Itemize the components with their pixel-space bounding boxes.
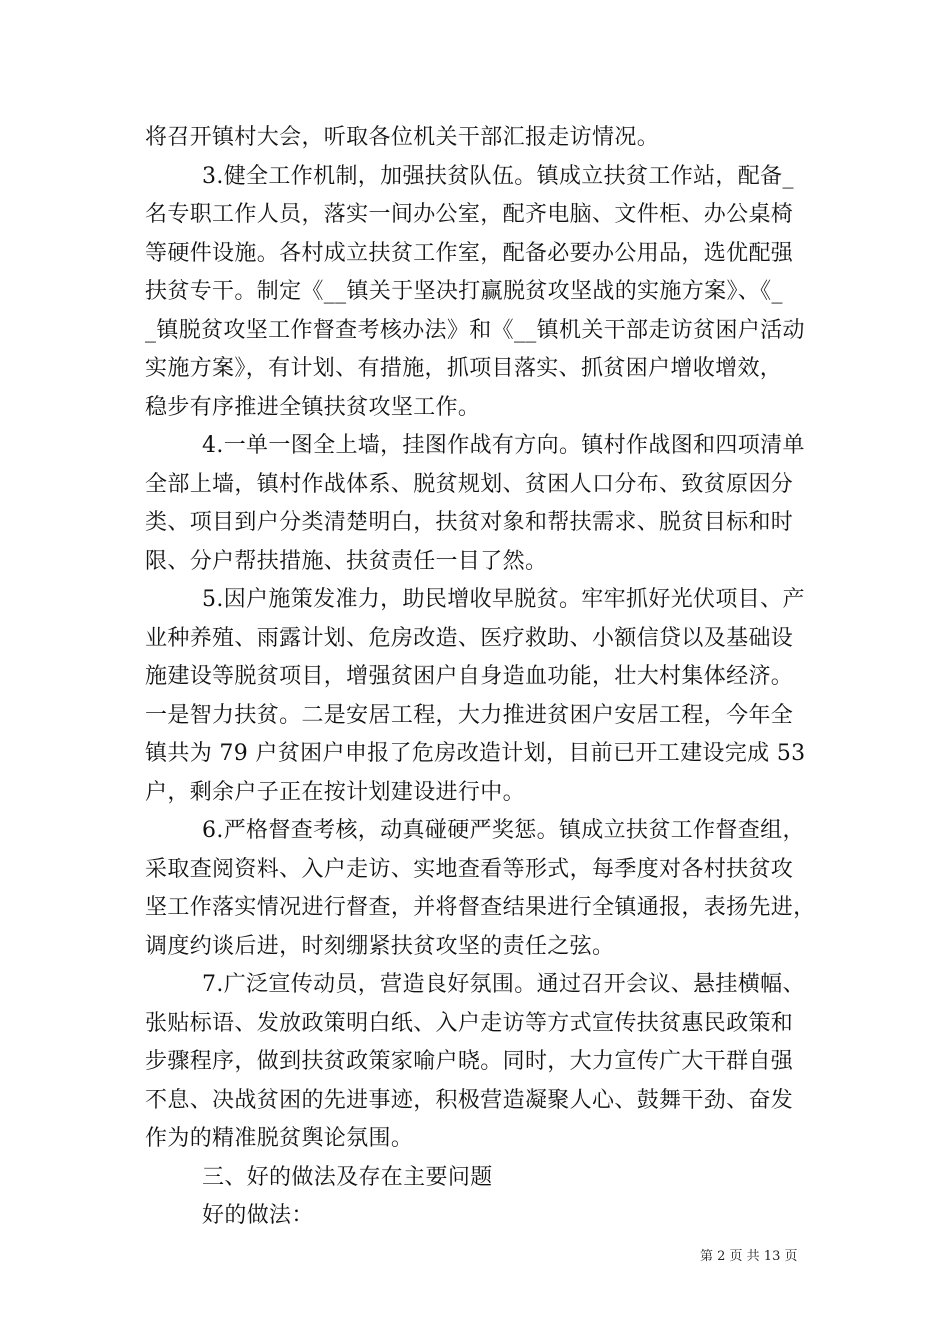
paragraph-line: 镇共为 79 户贫困户申报了危房改造计划，目前已开工建设完成 53	[145, 741, 806, 766]
paragraph-line: 作为的精准脱贫舆论氛围。	[145, 1126, 414, 1151]
subsection-heading: 好的做法：	[202, 1203, 314, 1228]
paragraph-line: 7.广泛宣传动员，营造良好氛围。通过召开会议、悬挂横幅、	[202, 972, 805, 997]
paragraph-line: 坚工作落实情况进行督查，并将督查结果进行全镇通报，表扬先进，	[145, 895, 816, 920]
paragraph-line: 调度约谈后进，时刻绷紧扶贫攻坚的责任之弦。	[145, 933, 615, 959]
paragraph-line: 施建设等脱贫项目，增强贫困户自身造血功能，壮大村集体经济。	[145, 664, 794, 689]
paragraph-line: 扶贫专干。制定《__镇关于坚决打赢脱贫攻坚战的实施方案》、《_	[145, 279, 783, 304]
paragraph-line: _镇脱贫攻坚工作督查考核办法》和《__镇机关干部走访贫困户活动	[145, 317, 805, 343]
paragraph-line: 一是智力扶贫。二是安居工程，大力推进贫困户安居工程，今年全	[145, 702, 794, 728]
page-number: 第 2 页 共 13 页	[700, 1249, 798, 1264]
paragraph-line: 4.一单一图全上墙，挂图作战有方向。镇村作战图和四项清单	[202, 433, 805, 458]
paragraph-line: 户，剩余户子正在按计划建设进行中。	[145, 779, 525, 805]
paragraph-line: 稳步有序推进全镇扶贫攻坚工作。	[145, 394, 481, 420]
paragraph-line: 限、分户帮扶措施、扶贫责任一目了然。	[145, 548, 548, 574]
paragraph-line: 步骤程序，做到扶贫政策家喻户晓。同时，大力宣传广大干群自强	[145, 1049, 794, 1074]
paragraph-line: 类、项目到户分类清楚明白，扶贫对象和帮扶需求、脱贫目标和时	[145, 510, 794, 535]
paragraph-line: 6.严格督查考核，动真碰硬严奖惩。镇成立扶贫工作督查组，	[202, 818, 805, 843]
paragraph-line: 全部上墙，镇村作战体系、脱贫规划、贫困人口分布、致贫原因分	[145, 471, 794, 497]
paragraph-line: 3.健全工作机制，加强扶贫队伍。镇成立扶贫工作站，配备_	[202, 163, 794, 189]
paragraph-line: 张贴标语、发放政策明白纸、入户走访等方式宣传扶贫惠民政策和	[145, 1010, 794, 1036]
paragraph-line: 业种养殖、雨露计划、危房改造、医疗救助、小额信贷以及基础设	[145, 625, 794, 651]
paragraph-line: 不息、决战贫困的先进事迹，积极营造凝聚人心、鼓舞干劲、奋发	[145, 1087, 794, 1113]
paragraph-line: 采取查阅资料、入户走访、实地查看等形式，每季度对各村扶贫攻	[145, 856, 794, 882]
paragraph-line: 等硬件设施。各村成立扶贫工作室，配备必要办公用品，选优配强	[145, 240, 794, 266]
document-body	[145, 119, 817, 1236]
paragraph-line: 5.因户施策发准力，助民增收早脱贫。牢牢抓好光伏项目、产	[202, 587, 805, 612]
paragraph-line: 名专职工作人员，落实一间办公室，配齐电脑、文件柜、办公桌椅	[145, 202, 794, 227]
paragraph-line: 将召开镇村大会，听取各位机关干部汇报走访情况。	[145, 125, 660, 150]
paragraph-line: 实施方案》，有计划、有措施，抓项目落实、抓贫困户增收增效，	[145, 356, 783, 381]
section-heading: 三、好的做法及存在主要问题	[202, 1164, 493, 1190]
